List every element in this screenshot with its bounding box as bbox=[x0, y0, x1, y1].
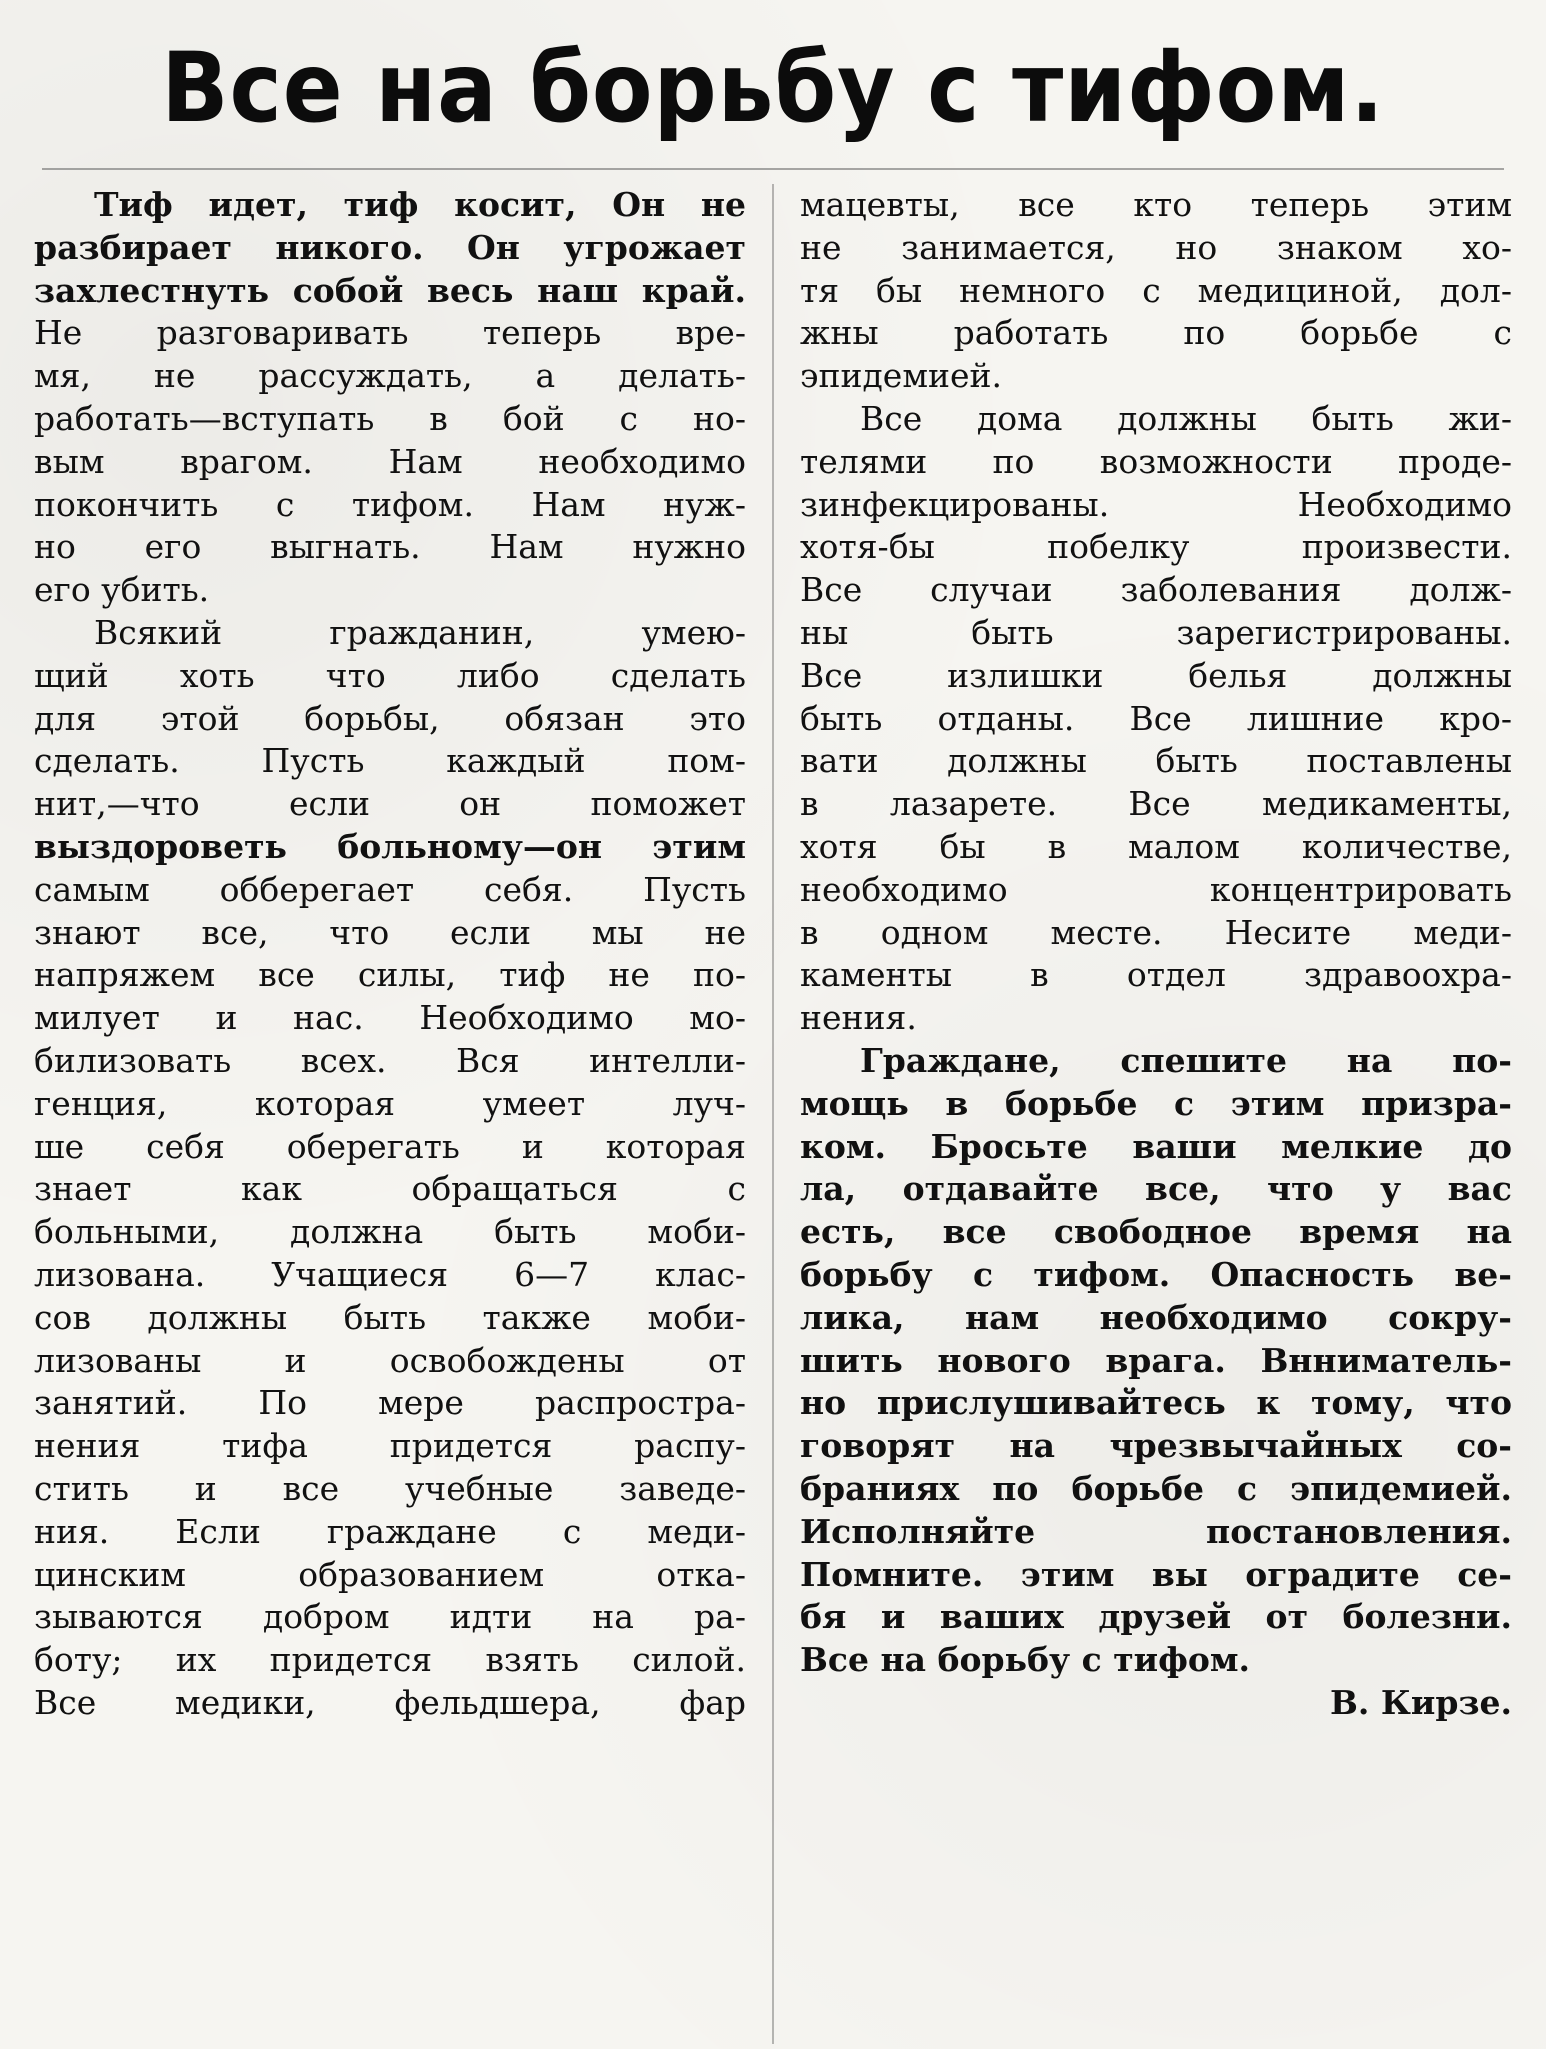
right-column bbox=[800, 184, 1512, 2044]
column-divider bbox=[772, 184, 774, 2044]
text-line: напряжем все силы, тиф не по- bbox=[34, 955, 746, 995]
text-line: покончить с тифом. Нам нуж- bbox=[34, 484, 746, 524]
text-line: захлестнуть собой весь наш край. bbox=[34, 270, 746, 310]
text-line: ны быть зарегистрированы. bbox=[800, 612, 1512, 652]
text-line: зываются добром идти на ра- bbox=[34, 1597, 746, 1637]
text-line: Помните. этим вы оградите се- bbox=[800, 1554, 1512, 1594]
headline-rule bbox=[42, 168, 1504, 170]
text-line: нит,—что если он поможет bbox=[34, 784, 746, 824]
text-line: шить нового врага. Внниматель- bbox=[800, 1340, 1512, 1380]
text-line: мацевты, все кто теперь этим bbox=[800, 185, 1512, 224]
text-line: эпидемией. bbox=[800, 356, 1002, 396]
text-line: Исполняйте постановления. bbox=[800, 1511, 1512, 1551]
text-line: занятий. По мере распростра- bbox=[34, 1383, 746, 1423]
text-line: сов должны быть также моби- bbox=[34, 1297, 746, 1337]
text-line: не занимается, но знаком хо- bbox=[800, 227, 1512, 267]
text-line: тя бы немного с медициной, дол- bbox=[800, 270, 1512, 310]
text-line: работать—вступать в бой с но- bbox=[34, 398, 746, 438]
text-line: Все дома должны быть жи- bbox=[860, 398, 1512, 438]
text-line: Все случаи заболевания долж- bbox=[800, 570, 1512, 610]
text-line: браниях по борьбе с эпидемией. bbox=[800, 1468, 1512, 1508]
text-line: билизовать всех. Вся интелли- bbox=[34, 1040, 746, 1080]
text-line: нения. bbox=[800, 998, 917, 1038]
text-line: Все на борьбу с тифом. bbox=[800, 1640, 1251, 1680]
text-line: необходимо концентрировать bbox=[800, 869, 1512, 909]
text-line: разбирает никого. Он угрожает bbox=[34, 227, 746, 267]
text-line: выздороветь больному—он этим bbox=[34, 826, 746, 866]
text-line: самым обберегает себя. Пусть bbox=[34, 869, 746, 909]
text-line: бя и ваших друзей от болезни. bbox=[800, 1597, 1512, 1637]
text-line: сделать. Пусть каждый пом- bbox=[34, 741, 746, 781]
text-line: борьбу с тифом. Опасность ве- bbox=[800, 1254, 1512, 1294]
text-line: щий хоть что либо сделать bbox=[34, 655, 746, 695]
text-line: для этой борьбы, обязан это bbox=[34, 698, 746, 738]
text-line: лизована. Учащиеся 6—7 клас- bbox=[34, 1254, 746, 1294]
text-line: жны работать по борьбе с bbox=[800, 313, 1512, 353]
text-line: есть, все свободное время на bbox=[800, 1212, 1512, 1252]
text-line: Все медики, фельдшера, фар bbox=[34, 1682, 746, 1722]
text-line: Всякий гражданин, умею- bbox=[94, 612, 746, 652]
text-line: знает как обращаться с bbox=[34, 1169, 746, 1209]
text-line: его убить. bbox=[34, 570, 210, 610]
text-line: но прислушивайтесь к тому, что bbox=[800, 1383, 1512, 1423]
text-line: знают все, что если мы не bbox=[34, 912, 746, 952]
text-line: генция, которая умеет луч- bbox=[34, 1083, 746, 1123]
text-line: в одном месте. Несите меди- bbox=[800, 912, 1512, 952]
text-line: ния. Если граждане с меди- bbox=[34, 1511, 746, 1551]
text-line: вати должны быть поставлены bbox=[800, 741, 1512, 781]
text-line: лизованы и освобождены от bbox=[34, 1340, 746, 1380]
text-line: но его выгнать. Нам нужно bbox=[34, 527, 746, 567]
text-line: больными, должна быть моби- bbox=[34, 1212, 746, 1252]
text-line: телями по возможности проде- bbox=[800, 441, 1512, 481]
text-line: Граждане, спешите на по- bbox=[860, 1040, 1512, 1080]
text-line: милует и нас. Необходимо мо- bbox=[34, 998, 746, 1038]
text-line: В. Кирзе. bbox=[1330, 1682, 1512, 1722]
text-line: мощь в борьбе с этим призра- bbox=[800, 1083, 1512, 1123]
text-line: хотя бы в малом количестве, bbox=[800, 826, 1512, 866]
text-line: Не разговаривать теперь вре- bbox=[34, 313, 746, 353]
text-line: Все излишки белья должны bbox=[800, 655, 1512, 695]
text-line: ше себя оберегать и которая bbox=[34, 1126, 746, 1166]
text-line: боту; их придется взять силой. bbox=[34, 1640, 746, 1680]
text-line: вым врагом. Нам необходимо bbox=[34, 441, 746, 481]
text-line: Тиф идет, тиф косит, Он не bbox=[94, 185, 746, 224]
text-line: говорят на чрезвычайных со- bbox=[800, 1426, 1512, 1466]
text-line: хотя-бы побелку произвести. bbox=[800, 527, 1512, 567]
text-line: быть отданы. Все лишние кро- bbox=[800, 698, 1512, 738]
article-columns bbox=[34, 184, 1512, 2044]
text-line: мя, не рассуждать, а делать- bbox=[34, 356, 746, 396]
text-line: каменты в отдел здравоохра- bbox=[800, 955, 1512, 995]
text-line: в лазарете. Все медикаменты, bbox=[800, 784, 1512, 824]
text-line: лика, нам необходимо сокру- bbox=[800, 1297, 1512, 1337]
text-line: цинским образованием отка- bbox=[34, 1554, 746, 1594]
left-column bbox=[34, 184, 746, 2044]
text-line: стить и все учебные заведе- bbox=[34, 1468, 746, 1508]
text-line: ком. Бросьте ваши мелкие до bbox=[800, 1126, 1512, 1166]
article-headline: Все на борьбу с тифом. bbox=[161, 32, 1385, 144]
text-line: ла, отдавайте все, что у вас bbox=[800, 1169, 1512, 1209]
text-line: нения тифа придется распу- bbox=[34, 1426, 746, 1466]
text-line: зинфекцированы. Необходимо bbox=[800, 484, 1512, 524]
